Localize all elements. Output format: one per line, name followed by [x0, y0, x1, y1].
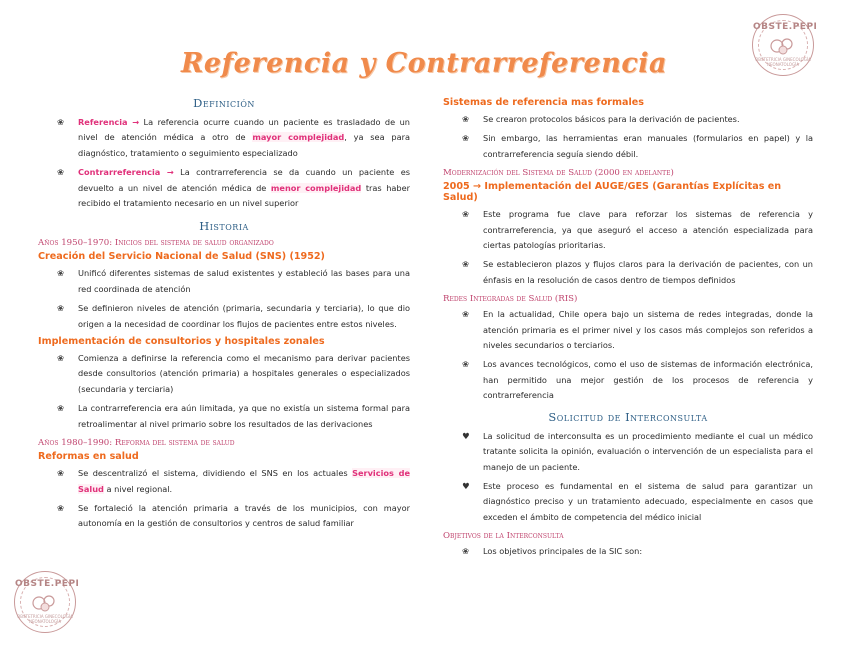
flower-icon: [29, 592, 61, 614]
bullet-text: Se establecieron plazos y flujos claros para la derivación de pacientes, con un énfasis en la resolución de casos dentro de tiempos definidos: [483, 259, 813, 285]
era-1980-1990: Años 1980–1990: Reforma del sistema de salud: [38, 438, 235, 449]
flower-bullet-icon: ❀: [57, 269, 65, 280]
section-title-definicion: Definición: [193, 96, 255, 110]
bullet-sns-1: [38, 266, 410, 297]
bullet-sistemas-1: [443, 112, 813, 127]
flower-bullet-icon: ❀: [57, 354, 65, 365]
bullet-reformas-1: [38, 466, 410, 497]
bullet-contrarreferencia: [38, 165, 410, 211]
objetivos-title: Objetivos de la Interconsulta: [443, 531, 564, 542]
era-1950-1970: Años 1950–1970: Inicios del sistema de salud organizado: [38, 238, 274, 249]
bullet-text: La contrarreferencia era aún limitada, ya que no existía un sistema formal para retroalimentar al nivel primario sobre los resultados de las derivaciones: [78, 403, 410, 429]
contrarreferencia-label: Contrarreferencia →: [78, 167, 174, 178]
bullet-text: Este proceso es fundamental en el sistema de salud para garantizar un diagnóstico preciso y un tratamiento adecuado, especialmente en casos que exceden el ámbito de competencia del médico inicial: [483, 480, 813, 522]
contrarreferencia-text-a: La contrarreferencia se da cuando un paciente es devuelto a un nivel de atención médica de: [78, 167, 411, 193]
bullet-sic-2: [443, 479, 813, 525]
section-title-sic: Solicitud de Interconsulta: [548, 409, 708, 424]
obstepepi-logo-bottom: [14, 571, 80, 633]
bullet-auge-1: [443, 207, 813, 253]
heart-bullet-icon: ♥: [462, 431, 470, 442]
contrarreferencia-text-b: tras haber recibido el tratamiento necesario en un nivel superior: [78, 182, 410, 209]
heading-consultorios: Implementación de consultorios y hospitales zonales: [38, 336, 325, 348]
bullet-auge-2: [443, 257, 813, 288]
section-title-historia: Historia: [199, 219, 249, 234]
bullet-text: a nivel regional.: [103, 483, 173, 494]
logo-text: OBSTE.PEPI: [15, 579, 80, 589]
referencia-text-b: , ya sea para diagnóstico, tratamiento o seguimiento especializado: [78, 132, 410, 158]
bullet-text: La solicitud de interconsulta es un procedimiento mediante el cual un médico tratante solicita la opinión, evaluación o intervención de un especialista para el manejo de un paciente.: [483, 430, 813, 472]
bullet-reformas-2: [38, 501, 410, 532]
referencia-label: Referencia →: [78, 117, 140, 127]
bullet-text: Se fortaleció la atención primaria a través de los municipios, con mayor autonomía en la gestión de consultorios y centros de salud familiar: [78, 502, 410, 529]
obstepepi-logo-top: [752, 14, 818, 76]
logo-subtext: OBSTETRICIA GINECOLOGÍA NEONATOLOGÍA: [17, 614, 73, 624]
flower-bullet-icon: ❀: [57, 168, 65, 179]
bullet-text: En la actualidad, Chile opera bajo un sistema de redes integradas, donde la atención primaria es el primer nivel y los casos más complejos son referidos a niveles secundarios o terciarios.: [483, 309, 813, 351]
bullet-ris-2: [443, 357, 813, 403]
left-column: [38, 96, 410, 536]
era-2000: Modernización del Sistema de Salud (2000 en adelante): [443, 168, 674, 179]
flower-bullet-icon: ❀: [462, 210, 470, 221]
flower-bullet-icon: ❀: [462, 360, 470, 371]
flower-bullet-icon: ❀: [462, 310, 470, 321]
bullet-sistemas-2: [443, 131, 813, 162]
bullet-objetivos-1: [443, 544, 813, 559]
bullet-sns-2: [38, 301, 410, 332]
flower-bullet-icon: ❀: [57, 469, 65, 480]
era-ris: Redes Integradas de Salud (RIS): [443, 294, 578, 305]
referencia-highlight: mayor complejidad: [252, 132, 345, 143]
servicios-de-salud-highlight: Servicios de Salud: [78, 468, 411, 494]
contrarreferencia-highlight: menor complejidad: [270, 182, 362, 193]
flower-bullet-icon: ❀: [462, 115, 470, 125]
bullet-text: Los objetivos principales de la SIC son:: [483, 546, 643, 557]
bullet-text: Se descentralizó el sistema, dividiendo el SNS en los actuales: [78, 468, 353, 479]
heading-auge: 2005 → Implementación del AUGE/GES (Garantías Explícitas en Salud): [443, 181, 782, 204]
flower-icon: [767, 35, 799, 57]
bullet-consultorios-2: [38, 401, 410, 432]
logo-text: OBSTE.PEPI: [753, 22, 818, 32]
flower-bullet-icon: ❀: [462, 134, 470, 145]
bullet-text: Este programa fue clave para reforzar los sistemas de referencia y contrarreferencia, ya que aseguró el acceso a atención especializada para ciertas patologías prioritarias.: [483, 209, 813, 251]
heart-bullet-icon: ♥: [462, 481, 470, 492]
bullet-text: Unificó diferentes sistemas de salud existentes y estableció las bases para una red coordinada de atención: [78, 268, 410, 294]
bullet-text: Se crearon protocolos básicos para la derivación de pacientes.: [483, 114, 740, 124]
heading-reformas: Reformas en salud: [38, 451, 139, 463]
bullet-referencia: [38, 115, 410, 161]
flower-bullet-icon: ❀: [57, 118, 65, 128]
flower-bullet-icon: ❀: [57, 503, 65, 514]
flower-bullet-icon: ❀: [462, 547, 470, 558]
logo-subtext: OBSTETRICIA GINECOLOGÍA NEONATOLOGÍA: [755, 57, 811, 67]
bullet-text: Comienza a definirse la referencia como el mecanismo para derivar pacientes desde consultorios (atención primaria) a hospitales generales o especializados (secundaria y terciaria): [78, 353, 410, 394]
bullet-text: Se definieron niveles de atención (primaria, secundaria y terciaria), lo que dio origen a la necesidad de coordinar los flujos de pacientes entre estos niveles.: [78, 303, 410, 329]
bullet-text: Los avances tecnológicos, como el uso de sistemas de información electrónica, han permitido una mejor gestión de los procesos de referencia y contrarreferencia: [483, 359, 813, 401]
heading-sistemas: Sistemas de referencia mas formales: [443, 97, 645, 108]
flower-bullet-icon: ❀: [462, 260, 470, 271]
page-title: Referencia y Contrarreferencia: [180, 48, 668, 79]
bullet-ris-1: [443, 307, 813, 353]
heading-sns: Creación del Servicio Nacional de Salud (SNS) (1952): [38, 251, 325, 263]
bullet-text: Sin embargo, las herramientas eran manuales (formularios en papel) y la contrarreferencia seguía siendo débil.: [483, 133, 813, 159]
bullet-consultorios-1: [38, 351, 410, 397]
flower-bullet-icon: ❀: [57, 404, 65, 415]
bullet-sic-1: [443, 429, 813, 475]
referencia-text-a: La referencia ocurre cuando un paciente es trasladado de un nivel de atención médica a otro de: [78, 117, 410, 143]
right-column: [443, 94, 813, 564]
flower-bullet-icon: ❀: [57, 304, 65, 315]
